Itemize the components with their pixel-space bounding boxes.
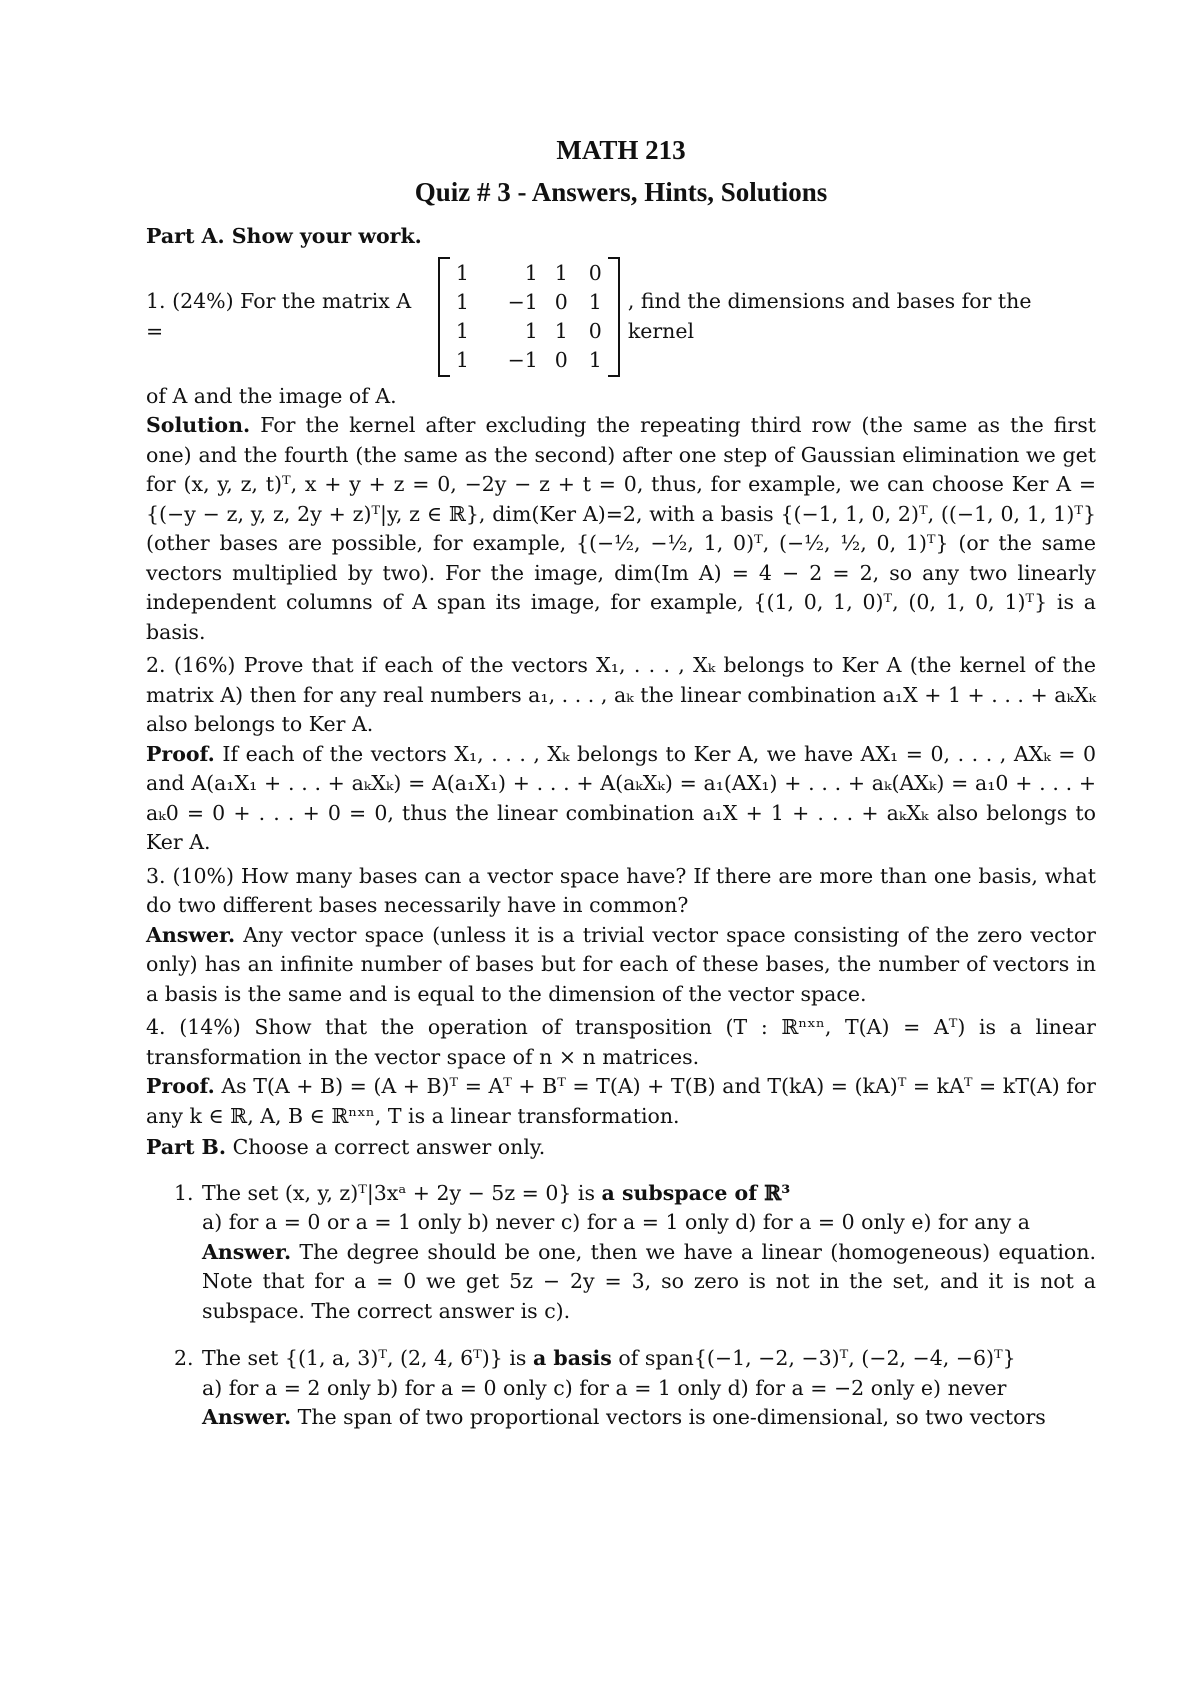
- quiz-page: [146, 130, 1096, 1451]
- matrix-entry: −1: [507, 289, 538, 314]
- item-question-emphasis: a basis: [532, 1346, 612, 1370]
- item-question-emphasis: a subspace of ℝ³: [601, 1180, 791, 1205]
- question-2-proof: [146, 740, 1096, 858]
- part-b-heading: [146, 1133, 1096, 1163]
- item-question-text: The set (x, y, z)ᵀ|3xᵃ + 2y − 5z = 0} is: [202, 1180, 602, 1205]
- part-b-label: Part B.: [146, 1135, 227, 1159]
- part-b-instructions: Choose a correct answer only.: [232, 1135, 546, 1159]
- matrix-entry: 1: [455, 347, 469, 372]
- list-item: [174, 1344, 1096, 1433]
- item-choices: a) for a = 2 only b) for a = 0 only c) for a = 1 only d) for a = −2 only e) never: [202, 1375, 1007, 1400]
- matrix-right-bracket: [608, 257, 620, 377]
- question-2-statement: 2. (16%) Prove that if each of the vectors X₁, . . . , Xₖ belongs to Ker A (the kernel of the matrix A) then for any real numbers a₁, . . . , aₖ the linear combination a₁X + 1 + . . . + aₖXₖ also belongs to Ker A.: [146, 653, 1096, 736]
- matrix-entry: 1: [588, 289, 602, 314]
- proof-text: If each of the vectors X₁, . . . , Xₖ belongs to Ker A, we have AX₁ = 0, . . . , AXₖ = 0 and A(a₁X₁ + . . . + aₖXₖ) = A(a₁X₁) + . . . + A(aₖXₖ) = a₁(AX₁) + . . . + aₖ(AXₖ) = a₁0 + . . . + aₖ0 = 0 + . . . + 0 = 0, thus the linear combination a₁X + 1 + . . . + aₖXₖ also belongs to Ker A.: [146, 741, 1096, 854]
- question-3-answer: [146, 921, 1096, 1010]
- matrix-entry: 1: [455, 318, 469, 343]
- item-choices: a) for a = 0 or a = 1 only b) never c) for a = 1 only d) for a = 0 only e) for any a: [202, 1210, 1030, 1234]
- item-number: 1.: [174, 1180, 194, 1205]
- matrix-entry: 0: [554, 347, 568, 372]
- list-item: [174, 1179, 1096, 1327]
- matrix-entry: 0: [588, 318, 602, 343]
- answer-text: The span of two proportional vectors is one-dimensional, so two vectors: [297, 1405, 1046, 1429]
- matrix-entry: 1: [554, 260, 568, 285]
- question-1-solution: [146, 411, 1096, 647]
- course-title: MATH 213: [556, 135, 686, 165]
- matrix-entry: 0: [554, 289, 568, 314]
- part-b-list: [146, 1179, 1096, 1433]
- item-question-tail: of span{(−1, −2, −3)ᵀ, (−2, −4, −6)ᵀ}: [611, 1346, 1016, 1370]
- item-answer: [202, 1403, 1096, 1433]
- proof-label: Proof.: [146, 741, 215, 766]
- item-question: [202, 1344, 1096, 1374]
- part-a-heading: Part A. Show your work.: [146, 224, 422, 248]
- item-question: [202, 1179, 1096, 1209]
- solution-text: For the kernel after excluding the repeating third row (the same as the first one) and the fourth (the same as the second) after one step of Gaussian elimination we get for (x, y, z, t)ᵀ, x + y + z = 0, −2y − z + t = 0, thus, for example, we can choose Ker A = {(−y − z, y, z, 2y + z)ᵀ|y, z ∈ ℝ}, dim(Ker A)=2, with a basis {(−1, 1, 0, 2)ᵀ, ((−1, 0, 1, 1)ᵀ} (other bases are possible, for example, {(−½, −½, 1, 0)ᵀ, (−½, ½, 0, 1)ᵀ} (or the same vectors multiplied by two). For the image, dim(Im A) = 4 − 2 = 2, so any two linearly independent columns of A span its image, for example, {(1, 0, 1, 0)ᵀ, (0, 1, 0, 1)ᵀ} is a basis.: [146, 413, 1096, 644]
- answer-text: Any vector space (unless it is a trivial vector space consisting of the zero vector only) has an infinite number of bases but for each of these bases, the number of vectors in a basis is the same and is equal to the dimension of the vector space.: [146, 922, 1096, 1006]
- matrix-entry: 1: [588, 347, 602, 372]
- matrix-entry: 1: [455, 260, 469, 285]
- matrix-entry: −1: [507, 347, 538, 372]
- matrix-entries: [450, 257, 608, 377]
- answer-text: The degree should be one, then we have a linear (homogeneous) equation. Note that for a = 0 we get 5z − 2y = 3, so zero is not in the set, and it is not a subspace. The correct answer is c).: [202, 1239, 1096, 1323]
- question-1-prefix: 1. (24%) For the matrix A =: [146, 289, 412, 343]
- item-body: [202, 1344, 1096, 1433]
- proof-label: Proof.: [146, 1074, 215, 1098]
- question-4-statement: 4. (14%) Show that the operation of transposition (T : ℝⁿˣⁿ, T(A) = Aᵀ) is a linear transformation in the vector space of n × n matrices.: [146, 1015, 1096, 1069]
- matrix-entry: 1: [524, 318, 538, 343]
- solution-label: Solution.: [146, 413, 251, 437]
- question-1-statement: [146, 252, 1096, 382]
- quiz-subtitle: Quiz # 3 - Answers, Hints, Solutions: [414, 177, 828, 207]
- item-body: [202, 1179, 1096, 1327]
- item-number: 2.: [174, 1346, 194, 1370]
- question-3-statement: 3. (10%) How many bases can a vector space have? If there are more than one basis, what do two different bases necessarily have in common?: [146, 863, 1096, 917]
- answer-label: Answer.: [202, 1239, 292, 1264]
- question-1-suffix: , find the dimensions and bases for the kernel: [627, 289, 1032, 343]
- matrix-a: [438, 257, 620, 377]
- proof-text: As T(A + B) = (A + B)ᵀ = Aᵀ + Bᵀ = T(A) + T(B) and T(kA) = (kA)ᵀ = kAᵀ = kT(A) for any k ∈ ℝ, A, B ∈ ℝⁿˣⁿ, T is a linear transformation.: [146, 1074, 1096, 1128]
- answer-label: Answer.: [146, 922, 236, 947]
- matrix-entry: 1: [524, 260, 538, 285]
- item-question-text: The set {(1, a, 3)ᵀ, (2, 4, 6ᵀ)} is: [202, 1346, 533, 1370]
- question-1-continuation: of A and the image of A.: [146, 383, 397, 408]
- answer-label: Answer.: [202, 1405, 292, 1429]
- item-answer: [202, 1238, 1096, 1327]
- question-4-proof: [146, 1072, 1096, 1131]
- matrix-entry: 0: [588, 260, 602, 285]
- matrix-entry: 1: [455, 289, 469, 314]
- matrix-entry: 1: [554, 318, 568, 343]
- matrix-left-bracket: [438, 257, 450, 377]
